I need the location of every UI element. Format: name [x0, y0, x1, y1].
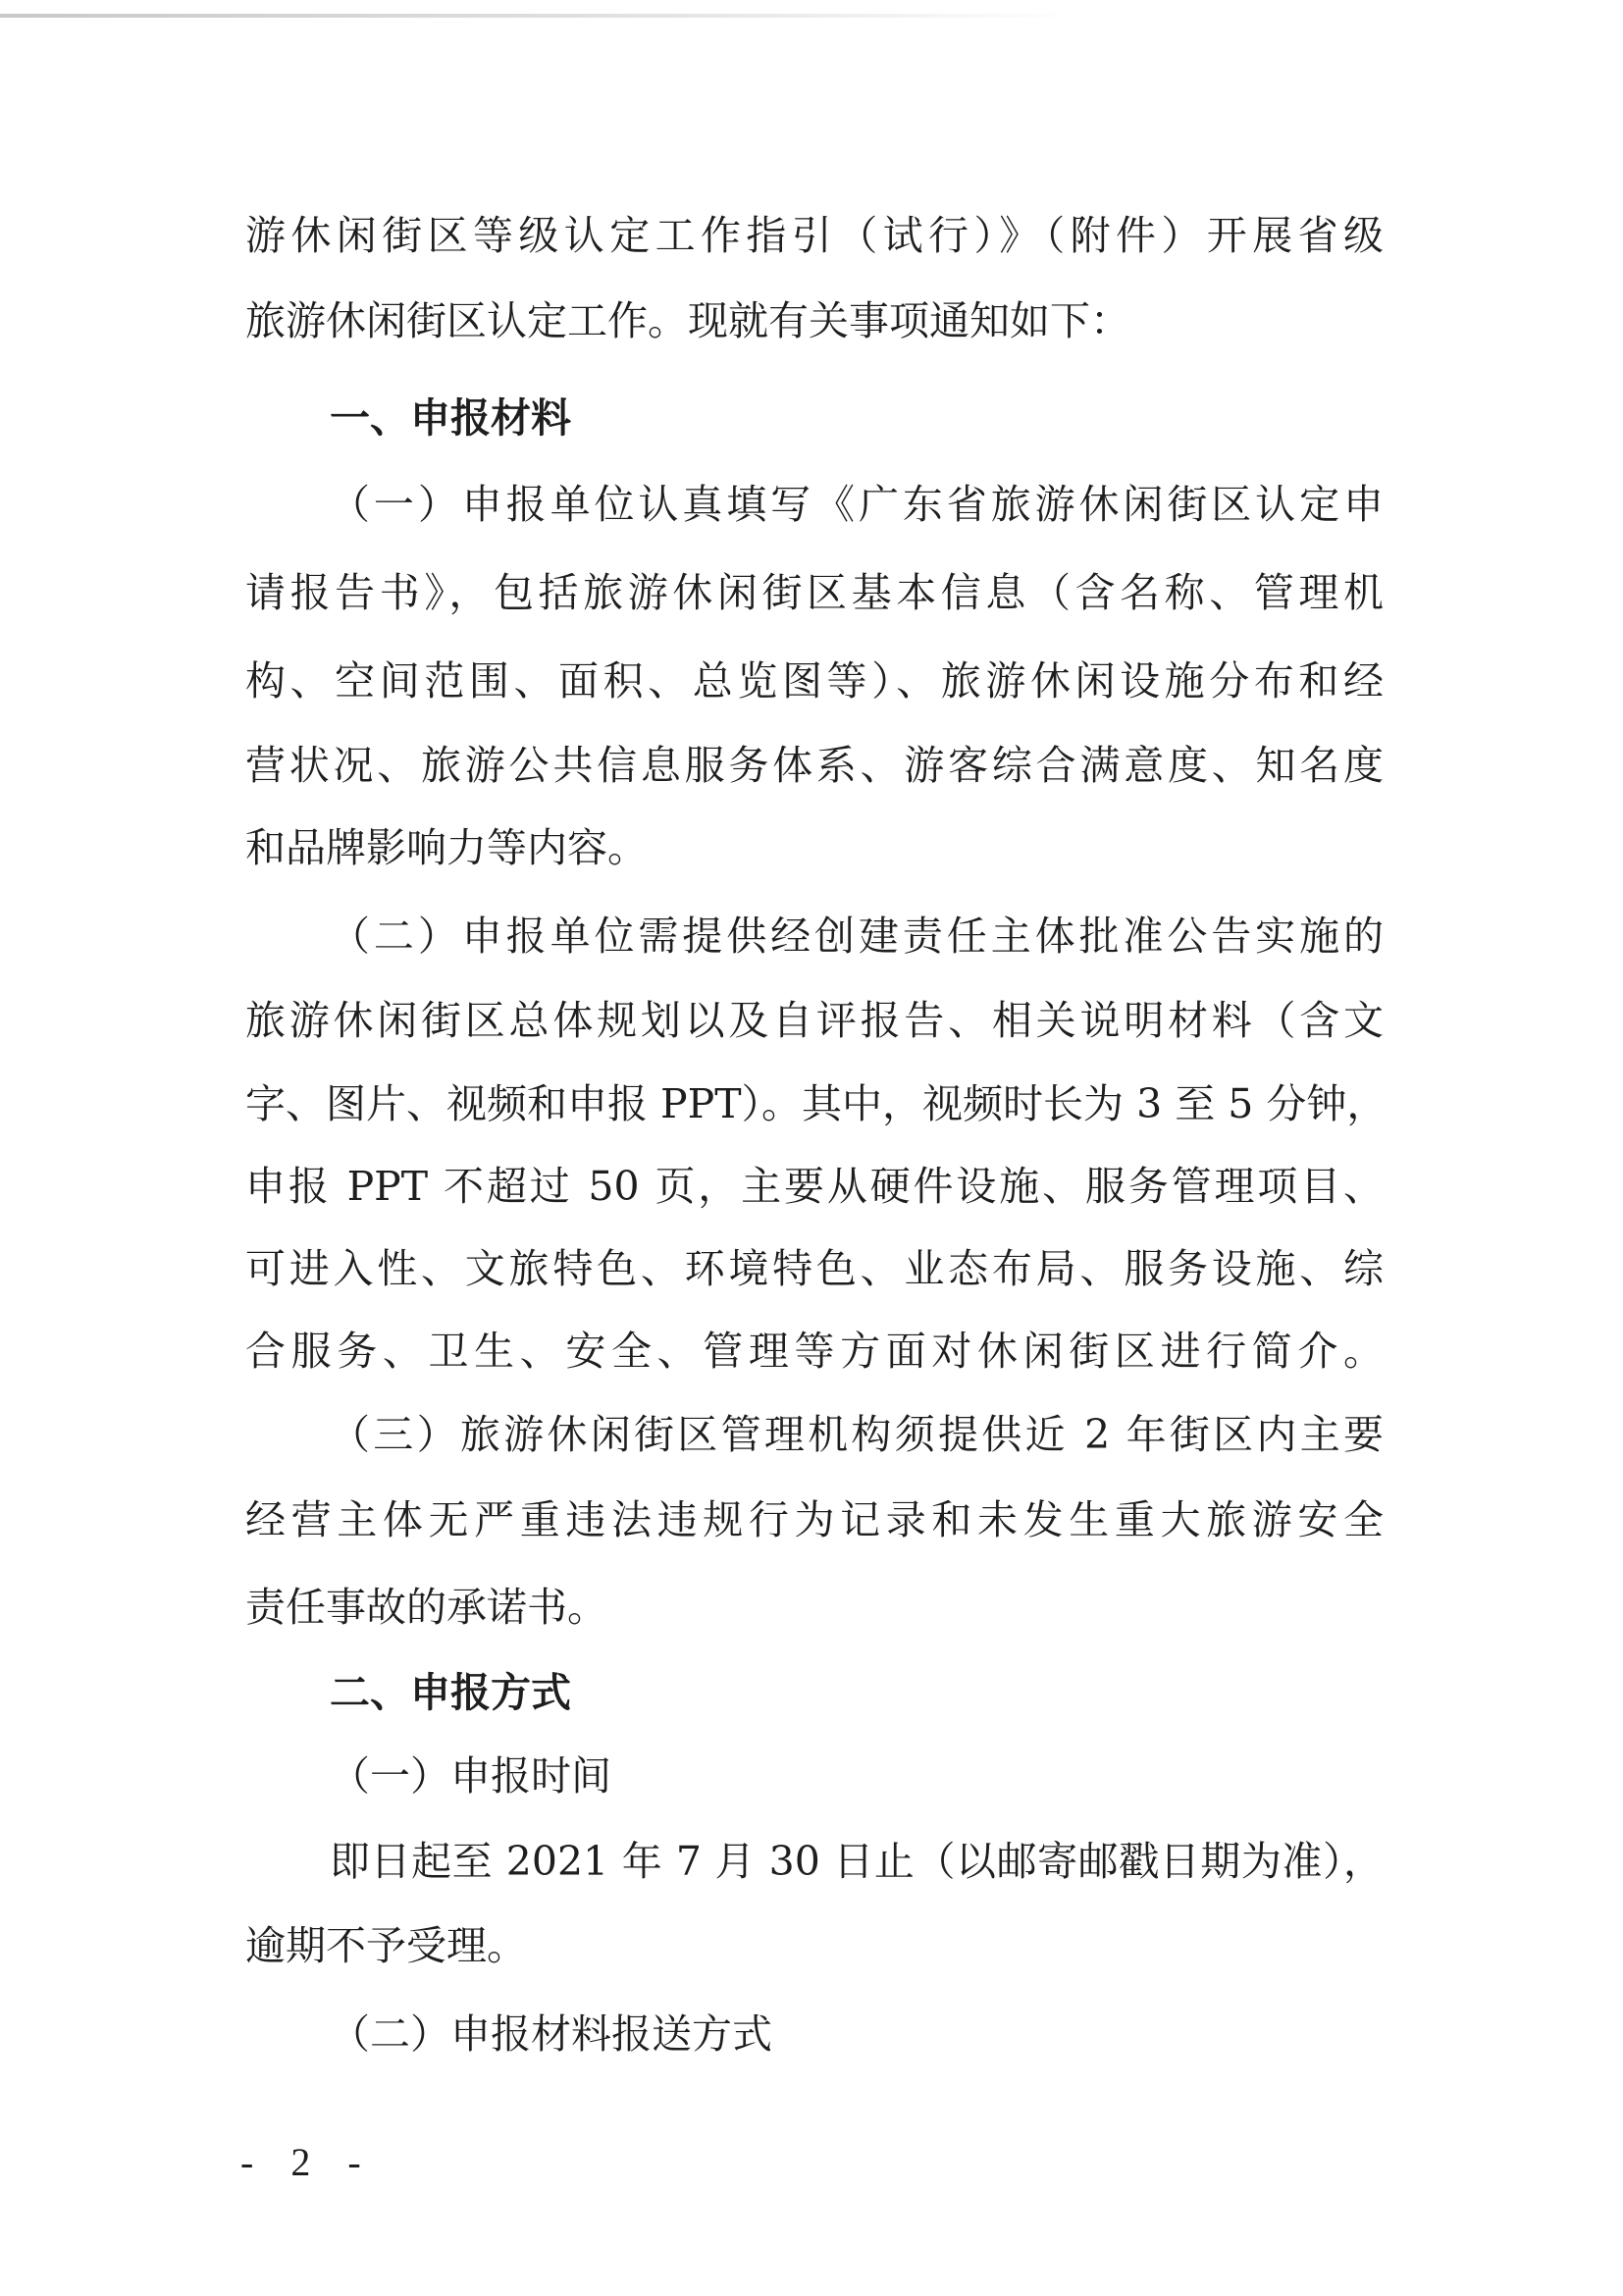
body-line: 申报 PPT 不超过 50 页，主要从硬件设施、服务管理项目、 — [245, 1163, 1384, 1210]
body-line: 和品牌影响力等内容。 — [245, 824, 648, 871]
body-line: 经营主体无严重违法违规行为记录和未发生重大旅游安全 — [245, 1496, 1384, 1543]
body-line: 即日起至 2021 年 7 月 30 日止（以邮寄邮戳日期为准）， — [330, 1838, 1384, 1885]
page-number: - 2 - — [240, 2140, 375, 2184]
body-line: 构、空间范围、面积、总览图等）、旅游休闲设施分布和经 — [245, 657, 1384, 704]
body-line: 责任事故的承诺书。 — [245, 1584, 607, 1631]
body-line: （二）申报单位需提供经创建责任主体批准公告实施的 — [330, 913, 1384, 960]
body-line: 可进入性、文旅特色、环境特色、业态布局、服务设施、综 — [245, 1245, 1384, 1292]
body-line: 逾期不予受理。 — [245, 1922, 527, 1969]
body-line: 营状况、旅游公共信息服务体系、游客综合满意度、知名度 — [245, 742, 1384, 789]
body-line: （一）申报单位认真填写《广东省旅游休闲街区认定申 — [330, 481, 1384, 528]
body-line: 旅游休闲街区总体规划以及自评报告、相关说明材料（含文 — [245, 997, 1384, 1044]
subsection-heading: （二）申报材料报送方式 — [330, 2010, 772, 2058]
body-line: 请报告书》，包括旅游休闲街区基本信息（含名称、管理机 — [245, 569, 1384, 616]
body-line: 字、图片、视频和申报 PPT）。其中，视频时长为 3 至 5 分钟， — [245, 1080, 1387, 1127]
section-heading: 二、申报方式 — [330, 1669, 571, 1716]
body-line: 游休闲街区等级认定工作指引（试行）》（附件）开展省级 — [245, 212, 1384, 259]
section-heading: 一、申报材料 — [330, 394, 571, 442]
scan-edge-shadow — [0, 14, 1079, 18]
subsection-heading: （一）申报时间 — [330, 1752, 611, 1800]
body-line: 旅游休闲街区认定工作。现就有关事项通知如下： — [245, 297, 1130, 344]
body-line: 合服务、卫生、安全、管理等方面对休闲街区进行简介。 — [245, 1328, 1384, 1375]
body-line: （三）旅游休闲街区管理机构须提供近 2 年街区内主要 — [330, 1411, 1384, 1458]
